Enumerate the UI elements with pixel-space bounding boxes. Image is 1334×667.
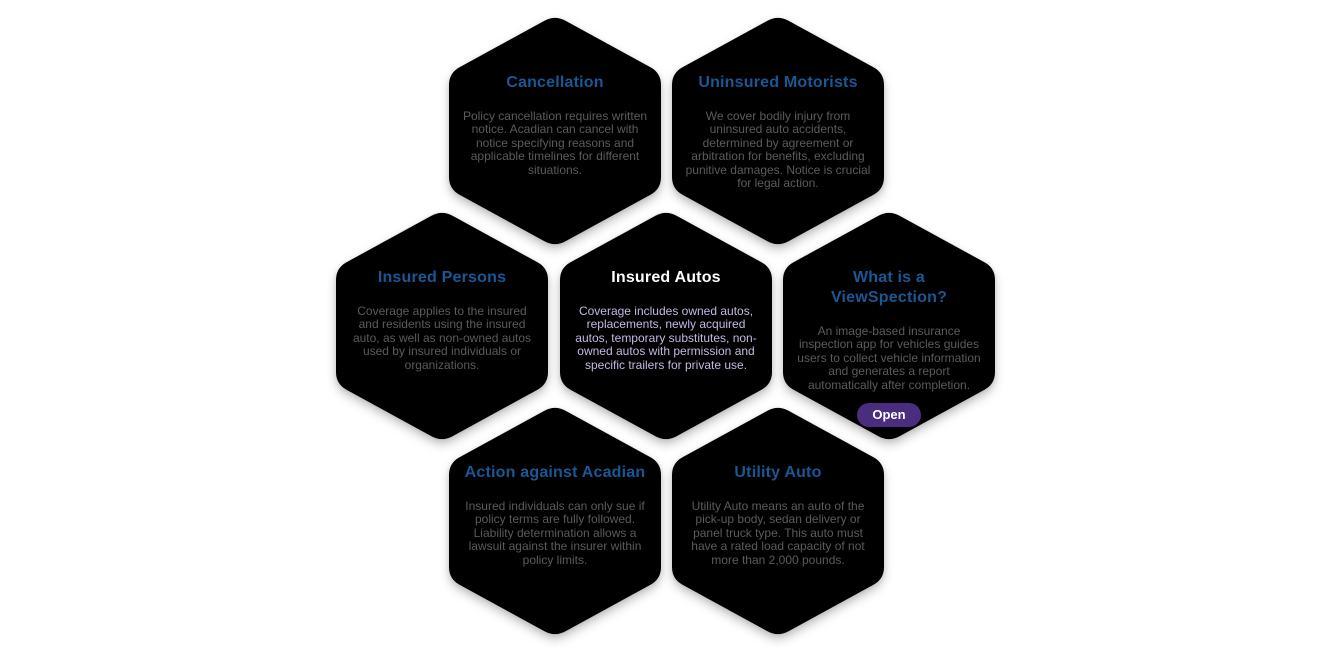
hex-title-viewspection: What is a ViewSpection?	[830, 269, 948, 306]
hex-title-insured-persons: Insured Persons	[377, 269, 507, 286]
hex-body-uninsured-motorists: We cover bodily injury from uninsured auto accidents, determined by agreement or arbitration for benefits, excluding punitive damages. Notice is crucial for legal action.	[685, 109, 871, 191]
hex-title-insured-autos: Insured Autos	[611, 269, 721, 286]
hex-title-utility-auto: Utility Auto	[734, 464, 822, 481]
hex-body-insured-persons: Coverage applies to the insured and residents using the insured auto, as well as non-owned autos used by insured individuals or organizations.	[352, 304, 532, 372]
hex-body-cancellation: Policy cancellation requires written notice. Acadian can cancel with notice specifying reasons and applicable timelines for different situations.	[462, 109, 648, 177]
hex-content	[336, 210, 548, 442]
hex-body-viewspection: An image-based insurance inspection app for vehicles guides users to collect vehicle information and generates a report automatically after completion.	[797, 324, 981, 392]
hex-content	[783, 210, 995, 442]
hex-card-viewspection	[783, 210, 995, 442]
hex-body-insured-autos: Coverage includes owned autos, replacements, newly acquired autos, temporary substitutes, non-owned autos with permission and specific trailers for private use.	[575, 304, 757, 372]
hex-title-action-against-acadian: Action against Acadian	[464, 464, 646, 481]
hex-body-utility-auto: Utility Auto means an auto of the pick-up body, sedan delivery or panel truck type. This auto must have a rated load capacity of not more than 2,000 pounds.	[691, 499, 865, 567]
hex-card-insured-autos	[560, 210, 772, 442]
open-button[interactable]: Open	[857, 403, 920, 427]
hex-body-action-against-acadian: Insured individuals can only sue if policy terms are fully followed. Liability determination allows a lawsuit against the insurer within policy limits.	[465, 499, 645, 567]
hex-card-insured-persons	[336, 210, 548, 442]
hex-content	[560, 210, 772, 442]
hex-title-cancellation: Cancellation	[506, 74, 604, 91]
hex-title-uninsured-motorists: Uninsured Motorists	[698, 74, 858, 91]
